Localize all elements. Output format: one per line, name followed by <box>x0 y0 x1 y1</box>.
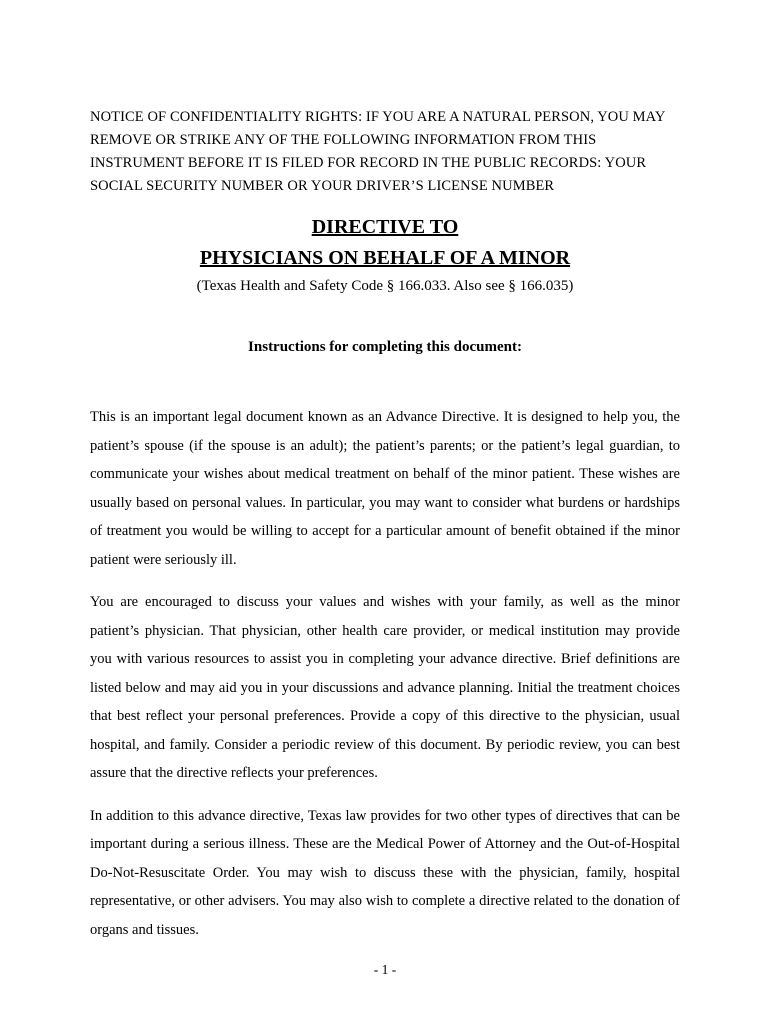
title-line-1: DIRECTIVE TO <box>311 216 459 238</box>
document-title <box>90 212 680 274</box>
body-copy <box>90 403 680 944</box>
confidentiality-notice: NOTICE OF CONFIDENTIALITY RIGHTS: IF YOU ARE A NATURAL PERSON, YOU MAY REMOVE OR STRIKE ANY OF THE FOLLOWING INFORMATION FROM THIS INSTRUMENT BEFORE IT IS FILED FOR RECORD IN THE PUBLIC RECORDS: YOUR SOCIAL SECURITY NUMBER OR YOUR DRIVER’S LICENSE NUMBER <box>90 109 665 194</box>
paragraph-advance-directive: This is an important legal document known as an Advance Directive. It is designed to help you, the patient’s spouse (if the spouse is an adult); the patient’s parents; or the patient’s legal guardian, to communicate your wishes about medical treatment on behalf of the minor patient. These wishes are usually based on personal values. In particular, you may want to consider what burdens or hardships of treatment you would be willing to accept for a particular amount of benefit obtained if the minor patient were seriously ill. <box>90 409 680 568</box>
instructions-heading: Instructions for completing this document: <box>248 339 522 355</box>
statute-reference: (Texas Health and Safety Code § 166.033. Also see § 166.035) <box>196 278 574 294</box>
title-line-2: PHYSICIANS ON BEHALF OF A MINOR <box>199 247 571 269</box>
paragraph-other-directives: In addition to this advance directive, Texas law provides for two other types of directives that can be important during a serious illness. These are the Medical Power of Attorney and the Out-of-Hospital Do-Not-Resuscitate Order. You may wish to discuss these with the physician, family, hospital representative, or other advisers. You may also wish to complete a directive related to the donation of organs and tissues. <box>90 807 680 938</box>
page-number: - 1 - <box>373 962 397 977</box>
paragraph-discuss-values: You are encouraged to discuss your values and wishes with your family, as well as the minor patient’s physician. That physician, other health care provider, or medical institution may provide you with various resources to assist you in completing your advance directive. Brief definitions are listed below and may aid you in your discussions and advance planning. Initial the treatment choices that best reflect your personal preferences. Provide a copy of this directive to the physician, usual hospital, and family. Consider a periodic review of this document. By periodic review, you can best assure that the directive reflects your preferences. <box>90 594 680 781</box>
